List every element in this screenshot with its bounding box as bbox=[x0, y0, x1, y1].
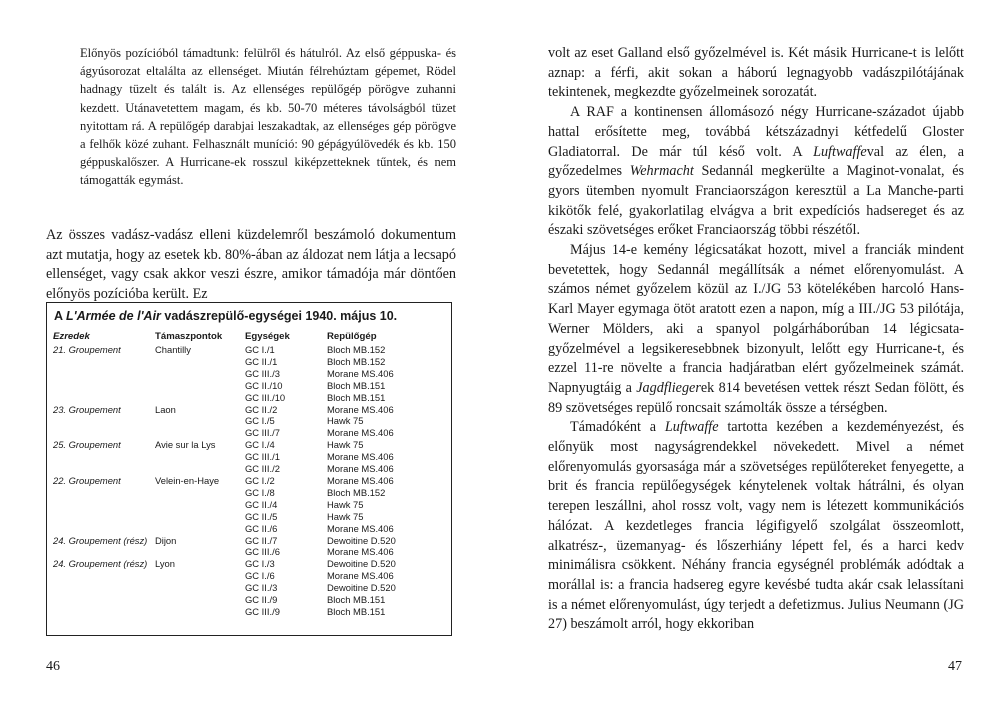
aircraft-cell: Hawk 75 bbox=[327, 439, 364, 451]
regiment-cell bbox=[53, 523, 155, 535]
header-aircraft: Repülőgép bbox=[327, 331, 377, 342]
aircraft-cell: Hawk 75 bbox=[327, 510, 364, 522]
unit-cell: GC I./2 bbox=[245, 474, 275, 486]
regiment-cell: 22. Groupement bbox=[53, 474, 121, 486]
table-row bbox=[53, 451, 445, 463]
unit-cell: GC III./10 bbox=[245, 391, 286, 403]
table-row bbox=[53, 499, 445, 511]
table-title-suffix: vadászrepülő-egységei 1940. május 10. bbox=[160, 309, 398, 323]
text-run: ek 814 bevetésen vettek részt Sedan fölött, és 89 szövetséges repülő roncsait számolták össze a térségben. bbox=[548, 379, 964, 416]
table-row bbox=[53, 606, 445, 618]
regiment-cell bbox=[53, 487, 155, 499]
base-cell bbox=[155, 511, 245, 523]
table-row bbox=[53, 475, 445, 487]
base-cell: Avie sur la Lys bbox=[155, 439, 216, 451]
left-paragraph: Az összes vadász-vadász elleni küzdelemről beszámoló dokumentum azt mutatja, hogy az esetek kb. 80%-ában az áldozat nem látja a lecsapó ellenséget, vagy csak akkor veszi észre, amikor támadója már döntően előnyös pozícióba került. Ez bbox=[46, 227, 456, 303]
page-number-right: 47 bbox=[948, 659, 962, 674]
unit-cell: GC I./4 bbox=[245, 439, 275, 451]
header-unit: Egységek bbox=[245, 331, 290, 342]
regiment-cell bbox=[53, 499, 155, 511]
table-row bbox=[53, 594, 445, 606]
table-row bbox=[53, 344, 445, 356]
italic-term: Luftwaffe bbox=[813, 143, 867, 160]
right-paragraph bbox=[548, 241, 964, 418]
table-row bbox=[53, 404, 445, 416]
base-cell bbox=[155, 427, 245, 439]
unit-cell: GC II./3 bbox=[245, 582, 278, 594]
regiment-cell: 21. Groupement bbox=[53, 344, 121, 355]
table-title-italic: L'Armée de l'Air bbox=[66, 309, 161, 323]
unit-cell: GC I./1 bbox=[245, 344, 275, 355]
unit-cell: GC II./5 bbox=[245, 510, 278, 522]
aircraft-cell: Morane MS.406 bbox=[327, 463, 394, 475]
aircraft-cell: Morane MS.406 bbox=[327, 367, 394, 379]
right-paragraph bbox=[548, 44, 964, 103]
table-body bbox=[53, 344, 445, 618]
table-row bbox=[53, 392, 445, 404]
table-row bbox=[53, 570, 445, 582]
regiment-cell bbox=[53, 451, 155, 463]
table-row bbox=[53, 511, 445, 523]
base-cell bbox=[155, 356, 245, 368]
units-table bbox=[53, 329, 445, 618]
header-regiment: Ezredek bbox=[53, 331, 90, 342]
table-row bbox=[53, 427, 445, 439]
text-run: Május 14-e kemény légicsatákat hozott, mivel a franciák mindent bevetettek, hogy Sedannál megállítsák a német előrenyomulást. A számos német győzelem közül az I./JG 53 kötelékében harcoló Hans-Karl Mayer egymaga ötöt aratott ezen a napon, míg a III./JG 53 pilótája, Werner Mölders, aki a spanyol polgárháborúban 14 légicsata-győzelmével a legsikeresebbnek bizonyult, lelőtt egy Hurricane-t, és ezzel 11-re növelte a francia hadjáratban elért győzelmeinek számát. Napnyugtáig a bbox=[548, 242, 964, 396]
aircraft-cell: Morane MS.406 bbox=[327, 403, 394, 415]
base-cell bbox=[155, 499, 245, 511]
table-row bbox=[53, 356, 445, 368]
left-body-text bbox=[46, 226, 456, 305]
base-cell: Velein-en-Haye bbox=[155, 474, 220, 486]
right-page bbox=[502, 0, 1004, 720]
unit-cell: GC I./5 bbox=[245, 415, 275, 427]
text-run: val az élen, a győzedelmes bbox=[548, 143, 964, 180]
right-body-text bbox=[548, 44, 964, 635]
base-cell bbox=[155, 606, 245, 618]
right-paragraph bbox=[548, 103, 964, 241]
regiment-cell bbox=[53, 606, 155, 618]
italic-term: Luftwaffe bbox=[664, 419, 719, 436]
italic-term: Wehrmacht bbox=[629, 163, 694, 180]
regiment-cell bbox=[53, 427, 155, 439]
aircraft-cell: Morane MS.406 bbox=[327, 522, 394, 534]
base-cell bbox=[155, 546, 245, 558]
base-cell bbox=[155, 594, 245, 606]
quoted-report bbox=[80, 44, 456, 190]
unit-cell: GC III./3 bbox=[245, 367, 280, 379]
aircraft-cell: Morane MS.406 bbox=[327, 570, 394, 582]
base-cell: Dijon bbox=[155, 534, 177, 546]
aircraft-cell: Dewoitine D.520 bbox=[327, 558, 396, 570]
base-cell bbox=[155, 487, 245, 499]
text-run: volt az eset Galland első győzelmével is. Két másik Hurricane-t is lelőtt aznap: a férfi, akit sokan a háború legnagyobb vadászpilótájának tekintenek, megkezdte győzelmeinek sorozatát. bbox=[548, 45, 964, 101]
aircraft-cell: Morane MS.406 bbox=[327, 474, 394, 486]
unit-cell: GC III./2 bbox=[245, 463, 280, 475]
table-row bbox=[53, 415, 445, 427]
italic-term: Jagdflieger bbox=[636, 379, 701, 396]
base-cell bbox=[155, 570, 245, 582]
regiment-cell bbox=[53, 546, 155, 558]
base-cell bbox=[155, 463, 245, 475]
base-cell bbox=[155, 451, 245, 463]
regiment-cell bbox=[53, 463, 155, 475]
text-run: A RAF a kontinensen állomásozó négy Hurricane-századot újabb hattal erősítette meg, továbbá kétszázadnyi kétfedelű Gloster Gladiatorral. De már túl késő volt. A bbox=[548, 104, 964, 160]
base-cell bbox=[155, 523, 245, 535]
aircraft-cell: Bloch MB.151 bbox=[327, 391, 386, 403]
regiment-cell bbox=[53, 356, 155, 368]
base-cell bbox=[155, 392, 245, 404]
aircraft-cell: Morane MS.406 bbox=[327, 427, 394, 439]
table-row bbox=[53, 439, 445, 451]
base-cell: Chantilly bbox=[155, 344, 191, 355]
base-cell: Laon bbox=[155, 403, 176, 415]
regiment-cell: 23. Groupement bbox=[53, 403, 121, 415]
regiment-cell bbox=[53, 380, 155, 392]
regiment-cell bbox=[53, 392, 155, 404]
table-title-prefix: A bbox=[54, 309, 67, 323]
aircraft-cell: Morane MS.406 bbox=[327, 546, 394, 558]
regiment-cell bbox=[53, 511, 155, 523]
aircraft-cell: Bloch MB.151 bbox=[327, 594, 386, 606]
table-row bbox=[53, 535, 445, 547]
aircraft-cell: Bloch MB.151 bbox=[327, 605, 386, 617]
unit-cell: GC I./3 bbox=[245, 558, 275, 570]
table-header-row bbox=[53, 329, 445, 344]
unit-cell: GC III./6 bbox=[245, 546, 280, 558]
base-cell: Lyon bbox=[155, 558, 175, 570]
aircraft-cell: Dewoitine D.520 bbox=[327, 582, 396, 594]
unit-cell: GC II./7 bbox=[245, 534, 278, 546]
regiment-cell: 24. Groupement (rész) bbox=[53, 534, 148, 546]
page-number-left: 46 bbox=[46, 659, 60, 674]
text-run: Sedannál megkerülte a Maginot-vonalat, és gyors ütemben nyomult Franciaországon keresztül a La Manche-parti kikötők felé, gyakorlatilag elvágva a brit expedíciós hadsereget és az északi szövetséges erőket Franciaország többi részétől. bbox=[548, 163, 965, 239]
aircraft-cell: Dewoitine D.520 bbox=[327, 534, 396, 546]
header-base: Támaszpontok bbox=[155, 331, 223, 342]
unit-cell: GC II./2 bbox=[245, 403, 278, 415]
aircraft-cell: Morane MS.406 bbox=[327, 451, 394, 463]
unit-cell: GC I./8 bbox=[245, 486, 275, 498]
unit-cell: GC II./6 bbox=[245, 522, 278, 534]
table-row bbox=[53, 582, 445, 594]
table-title bbox=[54, 309, 397, 323]
right-paragraph bbox=[548, 418, 964, 635]
base-cell bbox=[155, 415, 245, 427]
table-row bbox=[53, 368, 445, 380]
text-run: Támadóként a bbox=[570, 419, 665, 436]
base-cell bbox=[155, 380, 245, 392]
unit-cell: GC II./9 bbox=[245, 594, 278, 606]
table-row bbox=[53, 558, 445, 570]
unit-cell: GC II./1 bbox=[245, 355, 278, 367]
base-cell bbox=[155, 368, 245, 380]
aircraft-cell: Hawk 75 bbox=[327, 498, 364, 510]
base-cell bbox=[155, 582, 245, 594]
regiment-cell bbox=[53, 570, 155, 582]
table-row bbox=[53, 523, 445, 535]
regiment-cell bbox=[53, 368, 155, 380]
regiment-cell bbox=[53, 582, 155, 594]
aircraft-cell: Hawk 75 bbox=[327, 415, 364, 427]
text-run: tartotta kezében a kezdeményezést, és előnyük most nagyságrendekkel növekedett. Mivel a német előrenyomulás gyorsasága már a szövetséges repülőtereket fenyegette, a brit és francia repülőegységek kénytelenek voltak hátrálni, és olyan terepen leszállni, ahol rossz volt, vagy nem is létezett kommunikációs hálózat. A kezdetleges francia légifigyelő szolgálat összeomlott, alkatrész-, üzemanyag- és lőszerhiány lépett fel, és a harci kedv minimálisra csökkent. Néhány francia egységnél problémák adódtak a morállal is: a francia hadsereg egyre kevésbé tudta akár csak lelassítani is a német előrenyomulást, úgy terjedt a defetizmus. Julius Neumann (JG 27) beszámolt arról, hogy ekkoriban bbox=[548, 419, 964, 633]
regiment-cell bbox=[53, 594, 155, 606]
table-row bbox=[53, 380, 445, 392]
unit-cell: GC III./7 bbox=[245, 427, 280, 439]
aircraft-cell: Bloch MB.152 bbox=[327, 486, 386, 498]
table-row bbox=[53, 463, 445, 475]
aircraft-cell: Bloch MB.152 bbox=[327, 355, 386, 367]
regiment-cell bbox=[53, 415, 155, 427]
regiment-cell: 25. Groupement bbox=[53, 439, 121, 451]
aircraft-cell: Bloch MB.151 bbox=[327, 379, 386, 391]
table-row bbox=[53, 546, 445, 558]
quote-text: Előnyös pozícióból támadtunk: felülről és hátulról. Az első géppuska- és ágyúsorozat eltalálta az ellenséget. Miután félrehúztam gépemet, Rödel hadnagy tüzelt és talált is. Az ellenséges repülőgép pörögve zuhanni kezdett. Utánavetettem magam, és kb. 50-70 méteres távolságból tüzet nyitottam rá. A repülőgép darabjai leszakadtak, az ellenséges gép pörögve a felhők közé zuhant. Felhasznált muníció: 90 gépágyúlövedék és kb. 150 géppuskalőszer. A Hurricane-ek rosszul kiképzetteknek tűntek, és nem támogatták egymást. bbox=[80, 46, 456, 188]
unit-cell: GC III./9 bbox=[245, 605, 280, 617]
unit-cell: GC II./4 bbox=[245, 498, 278, 510]
unit-cell: GC II./10 bbox=[245, 379, 283, 391]
regiment-cell: 24. Groupement (rész) bbox=[53, 558, 148, 570]
unit-cell: GC I./6 bbox=[245, 570, 275, 582]
units-table-box bbox=[46, 302, 452, 636]
table-row bbox=[53, 487, 445, 499]
unit-cell: GC III./1 bbox=[245, 451, 280, 463]
aircraft-cell: Bloch MB.152 bbox=[327, 344, 386, 355]
